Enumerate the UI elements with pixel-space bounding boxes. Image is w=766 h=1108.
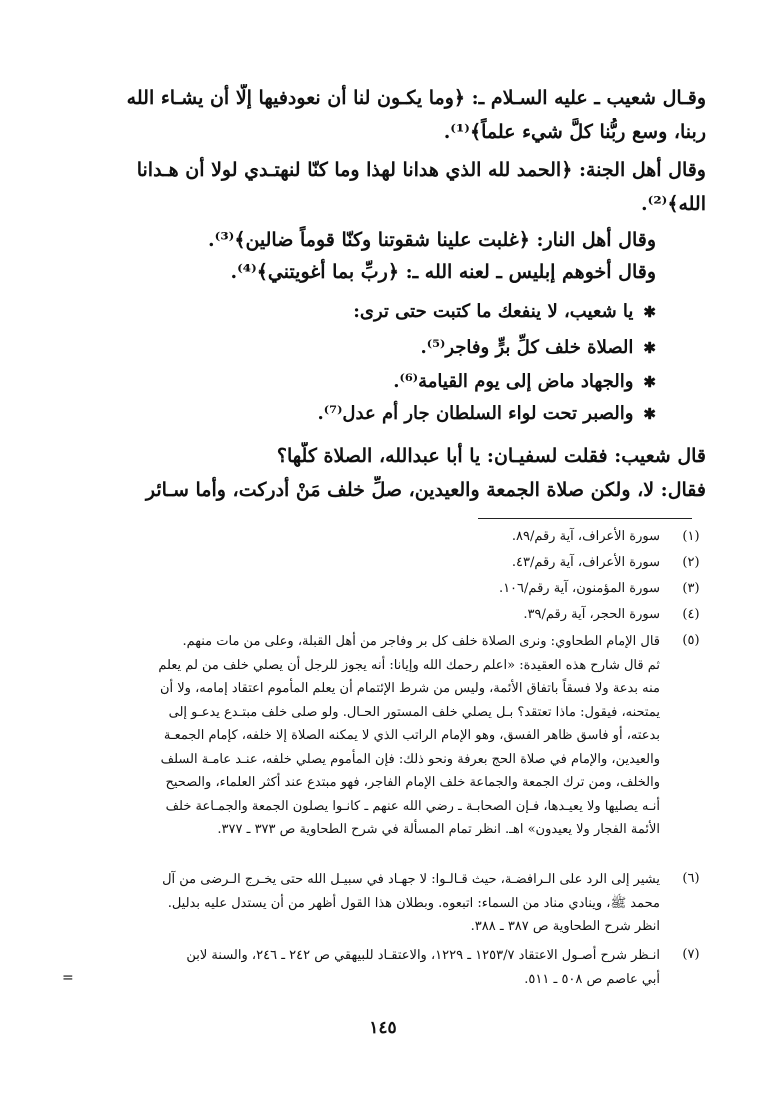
- footnote: [48, 868, 708, 940]
- main-text-line: وقال أخوهم إبليس ـ لعنه الله ـ: ﴿ربِّ بما أغويتني﴾⁽⁴⁾.: [230, 261, 656, 283]
- continuation-mark: =: [62, 970, 74, 986]
- footnote-line: بدعته، أو فاسق ظاهر الفسق، وهو الإمام الراتب الذي لا يمكنه الصلاة إلا خلفه، كإمام الجمعـة: [163, 728, 660, 743]
- bullet-text: الصلاة خلف كلِّ برٍّ وفاجر⁽⁵⁾.: [420, 337, 634, 358]
- footnote-number: (١): [682, 529, 700, 544]
- main-text-line: قال شعيب: فقلت لسفيـان: يا أبا عبدالله، الصلاة كلّها؟: [276, 445, 706, 467]
- footnote-line: سورة الحجر، آية رقم/٣٩.: [523, 607, 660, 622]
- bullet-item: [96, 334, 656, 362]
- footnote-number: (٣): [682, 581, 700, 596]
- footnote-line: يشير إلى الرد على الـرافضـة، حيث قـالـوا: لا جهـاد في سبيـل الله حتى يخـرج الـرضى من آل: [162, 872, 660, 887]
- footnote-separator: [478, 518, 692, 519]
- footnote-line: يمتحنه، فيقول: ماذا تعتقد؟ بـل يصلي خلف المستور الحـال. ولو صلى خلف مبتـدع يدعـو إلى: [168, 704, 660, 720]
- footnote-line: سورة الأعراف، آية رقم/٨٩.: [511, 529, 660, 544]
- footnote: [48, 630, 708, 844]
- footnote-line: محمد ﷺ، وينادي مناد من السماء: اتبعوه. وبطلان هذا القول أظهر من أن يستدل عليه بدليل.: [167, 895, 660, 911]
- bullet-text: والصبر تحت لواء السلطان جار أم عدل⁽⁷⁾.: [317, 403, 634, 424]
- bullet-item: [96, 298, 656, 326]
- footnote: [48, 604, 708, 626]
- footnote-line: أنـه يصليها ولا يعيـدها، فـإن الصحابـة ـ رضي الله عنهم ـ كانـوا يصلون الجمعة والجمـاعة خلف: [165, 798, 660, 814]
- main-text-line: فقال: لا، ولكن صلاة الجمعة والعيدين، صلِّ خلف مَنْ أدركت، وأما سـائر: [145, 479, 706, 501]
- footnote-line: الأئمة الفجار ولا يعيدون» اهـ. انظر تمام المسألة في شرح الطحاوية ص ٣٧٣ ـ ٣٧٧.: [217, 822, 660, 837]
- main-text-line: وقال أهل الجنة: ﴿الحمد لله الذي هدانا لهذا وما كنّا لنهتـدي لولا أن هـدانا: [136, 159, 706, 181]
- footnote-line: انظر شرح الطحاوية ص ٣٨٧ ـ ٣٨٨.: [470, 919, 660, 934]
- bullet-item: [96, 368, 656, 396]
- asterisk-icon: ✱: [643, 339, 656, 357]
- bullet-text: والجهاد ماض إلى يوم القيامة⁽⁶⁾.: [393, 371, 634, 392]
- footnote: [48, 526, 708, 548]
- asterisk-icon: ✱: [643, 373, 656, 391]
- footnote-number: (٧): [682, 947, 700, 962]
- main-text-line: وقال أهل النار: ﴿غلبت علينا شقوتنا وكنّا قوماً ضالين﴾⁽³⁾.: [208, 229, 656, 251]
- bullet-item: [96, 400, 656, 428]
- page-number: ١٤٥: [369, 1018, 397, 1038]
- footnote-number: (٤): [682, 607, 700, 622]
- bullet-text: يا شعيب، لا ينفعك ما كتبت حتى ترى:: [353, 301, 634, 322]
- footnote-number: (٥): [682, 633, 700, 648]
- footnote-line: سورة الأعراف، آية رقم/٤٣.: [511, 555, 660, 570]
- footnote-line: والخلف، ومن ترك الجمعة والجماعة خلف الإمام الفاجر، فهو مبتدع عند أكثر العلماء، والصحيح: [165, 775, 660, 790]
- footnote-line: ثم قال شارح هذه العقيدة: «اعلم رحمك الله وإيانا: أنه يجوز للرجل أن يصلي خلف من لم يعلم: [158, 657, 660, 673]
- asterisk-icon: ✱: [643, 303, 656, 321]
- footnote-number: (٢): [682, 555, 700, 570]
- footnote-line: أبي عاصم ص ٥٠٨ ـ ٥١١.: [524, 971, 660, 987]
- main-text-line: وقـال شعيب ـ عليه السـلام ـ: ﴿وما يكـون لنا أن نعودفيها إلَّا أن يشـاء الله: [126, 87, 706, 109]
- asterisk-icon: ✱: [643, 405, 656, 423]
- footnote: [48, 552, 708, 574]
- main-text-line: الله﴾⁽²⁾.: [641, 193, 706, 215]
- footnote-line: والعيدين، والإمام في صلاة الحج بعرفة ونحو ذلك: فإن المأموم يصلي خلفه، عنـد عامـة السلف: [160, 751, 660, 767]
- footnote-line: انـظر شرح أصـول الاعتقاد ١٢٥٣/٧ ـ ١٢٢٩، والاعتقـاد للبيهقي ص ٢٤٢ ـ ٢٤٦، والسنة لابن: [186, 948, 660, 963]
- footnote: [48, 944, 708, 992]
- main-text-line: ربنا، وسع ربُّنا كلَّ شيء علماً﴾⁽¹⁾.: [443, 121, 706, 143]
- footnote-number: (٦): [682, 871, 700, 886]
- footnote-line: قال الإمام الطحاوي: ونرى الصلاة خلف كل بر وفاجر من أهل القبلة، وعلى من مات منهم.: [182, 634, 660, 649]
- footnote-line: منه بدعة ولا فسقاً باتفاق الأئمة، وليس من شرط الإئتمام أن يعلم المأموم اعتقاد إمامه، ولا أن: [159, 681, 660, 696]
- footnote-line: سورة المؤمنون، آية رقم/١٠٦.: [498, 581, 660, 596]
- footnote: [48, 578, 708, 600]
